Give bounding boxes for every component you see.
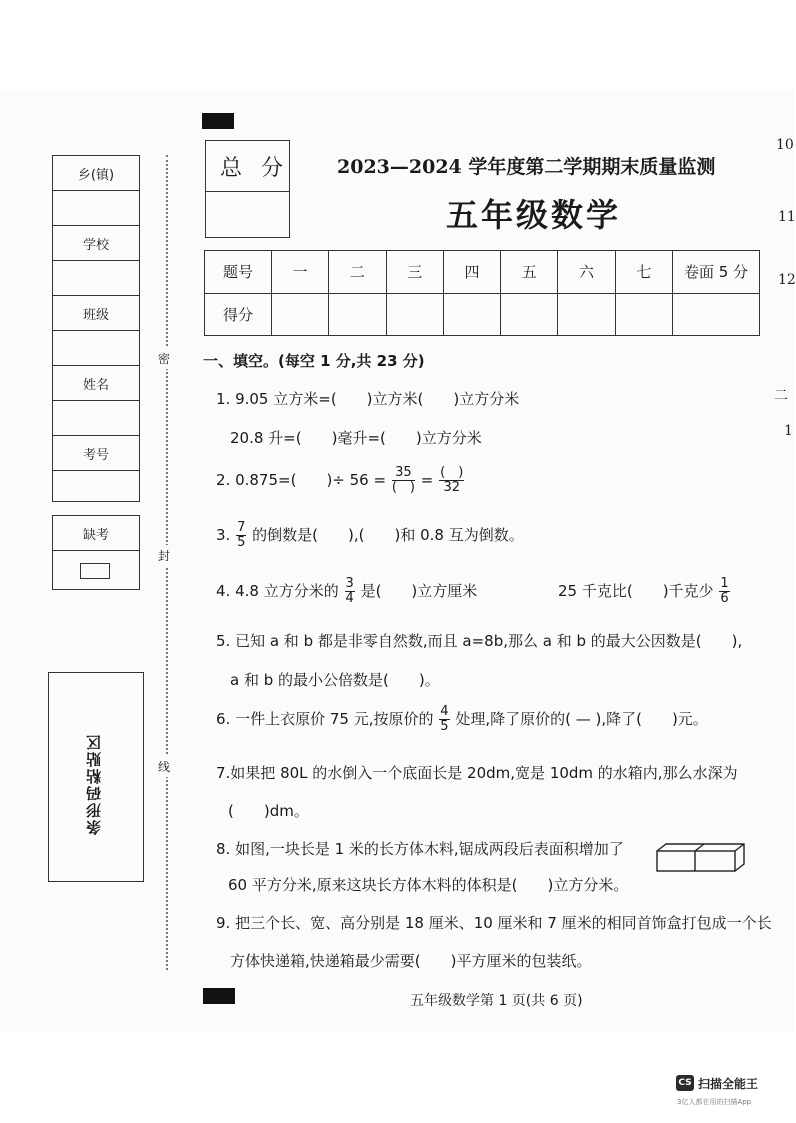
numerator: 4 xyxy=(440,704,449,719)
field-label-township: 乡(镇) xyxy=(53,156,139,191)
score-cell: 题号 xyxy=(205,251,272,294)
camscanner-name: 扫描全能王 xyxy=(698,1077,759,1091)
camscanner-logo-icon: CS xyxy=(676,1075,694,1091)
denominator: 5 xyxy=(440,719,449,734)
question-6-text-end: 处理,降了原价的( — ),降了( )元。 xyxy=(455,710,708,728)
barcode-area xyxy=(48,672,144,882)
fraction xyxy=(236,521,246,550)
denominator: 4 xyxy=(345,591,354,606)
score-blank xyxy=(501,293,558,336)
score-table-score-row xyxy=(205,293,760,336)
student-info-box xyxy=(52,155,140,502)
question-6 xyxy=(216,705,708,734)
score-cell: 一 xyxy=(272,251,329,294)
score-cell: 五 xyxy=(501,251,558,294)
page-footer: 五年级数学第 1 页(共 6 页) xyxy=(410,993,583,1009)
field-label-exam-number: 考号 xyxy=(53,436,139,471)
total-score-box xyxy=(205,140,290,238)
field-blank-name xyxy=(53,401,139,436)
score-cell: 卷面 5 分 xyxy=(673,251,760,294)
total-score-label: 总 分 xyxy=(220,156,289,181)
seal-char-xian: 线 xyxy=(158,756,170,777)
question-3-text: 的倒数是( ),( )和 0.8 互为倒数。 xyxy=(252,526,524,544)
numerator: 7 xyxy=(237,520,246,535)
registration-mark-bottom xyxy=(203,988,235,1004)
question-7a: 7.如果把 80L 的水倒入一个底面长是 20dm,宽是 10dm 的水箱内,那么水深为 xyxy=(216,764,738,782)
score-cell: 四 xyxy=(443,251,500,294)
field-label-name: 姓名 xyxy=(53,366,139,401)
numerator: ( ) xyxy=(440,465,464,480)
score-table xyxy=(204,250,760,336)
equals-sign: = xyxy=(420,471,434,489)
fraction xyxy=(719,577,729,606)
numerator: 35 xyxy=(392,466,415,481)
edge-text: 1 xyxy=(784,423,793,439)
camscanner-tagline: 3亿人都在用的扫描App xyxy=(677,1098,752,1106)
denominator: 5 xyxy=(237,535,246,550)
question-3 xyxy=(216,521,524,550)
score-cell: 二 xyxy=(329,251,386,294)
question-1b: 20.8 升=( )毫升=( )立方分米 xyxy=(230,429,482,447)
numerator: 3 xyxy=(345,576,354,591)
field-label-class: 班级 xyxy=(53,296,139,331)
score-blank xyxy=(329,293,386,336)
total-score-divider xyxy=(206,191,289,192)
question-4-text: 4. 4.8 立方分米的 xyxy=(216,582,339,600)
numerator: 1 xyxy=(720,576,729,591)
fraction xyxy=(439,705,449,734)
score-cell: 得分 xyxy=(205,293,272,336)
field-blank-class xyxy=(53,331,139,366)
question-7b: ( )dm。 xyxy=(228,802,309,820)
score-cell: 七 xyxy=(615,251,672,294)
edge-text: 二 xyxy=(774,388,788,404)
seal-char-mi: 密 xyxy=(158,348,170,369)
score-blank xyxy=(615,293,672,336)
question-6-text: 6. 一件上衣原价 75 元,按原价的 xyxy=(216,710,434,728)
edge-text: 12 xyxy=(778,272,796,288)
field-blank-township xyxy=(53,191,139,226)
field-blank-exam-number xyxy=(53,471,139,505)
absent-label: 缺考 xyxy=(53,516,139,551)
question-9b: 方体快递箱,快递箱最少需要( )平方厘米的包装纸。 xyxy=(230,952,592,970)
question-4 xyxy=(216,577,477,606)
denominator: 6 xyxy=(720,591,729,606)
question-5a: 5. 已知 a 和 b 都是非零自然数,而且 a=8b,那么 a 和 b 的最大公因数是( ), xyxy=(216,632,743,650)
score-table-header-row xyxy=(205,251,760,294)
question-9a: 9. 把三个长、宽、高分别是 18 厘米、10 厘米和 7 厘米的相同首饰盒打包成一个长 xyxy=(216,914,772,932)
question-2-text: 2. 0.875=( )÷ 56 = xyxy=(216,471,387,489)
score-cell: 六 xyxy=(558,251,615,294)
question-8a: 8. 如图,一块长是 1 米的长方体木料,锯成两段后表面积增加了 xyxy=(216,840,624,858)
seal-char-feng: 封 xyxy=(158,545,170,566)
question-4b-text: 25 千克比( )千克少 xyxy=(558,582,714,600)
question-4-text-end: 是( )立方厘米 xyxy=(360,582,478,600)
section-heading: 一、填空。(每空 1 分,共 23 分) xyxy=(203,352,425,370)
denominator: 32 xyxy=(443,480,460,495)
field-blank-school xyxy=(53,261,139,296)
score-blank xyxy=(386,293,443,336)
field-label-school: 学校 xyxy=(53,226,139,261)
score-blank xyxy=(673,293,760,336)
edge-text: 10 xyxy=(776,137,794,153)
absent-box xyxy=(52,515,140,590)
question-8b: 60 平方分米,原来这块长方体木料的体积是( )立方分米。 xyxy=(228,876,629,894)
denominator: ( ) xyxy=(391,480,415,495)
edge-text: 11 xyxy=(778,209,796,225)
fraction xyxy=(345,577,355,606)
question-2 xyxy=(216,466,465,495)
exam-title: 2023—2024 学年度第二学期期末质量监测 xyxy=(337,156,716,178)
absent-checkbox xyxy=(80,563,110,579)
question-4b xyxy=(558,577,731,606)
fraction xyxy=(439,466,464,495)
question-3-number: 3. xyxy=(216,526,231,544)
exam-subject: 五年级数学 xyxy=(446,196,622,234)
cuboid-figure xyxy=(656,843,746,873)
score-cell: 三 xyxy=(386,251,443,294)
fraction xyxy=(392,466,415,495)
question-1a: 1. 9.05 立方米=( )立方米( )立方分米 xyxy=(216,390,520,408)
score-blank xyxy=(443,293,500,336)
registration-mark-top xyxy=(202,113,234,129)
score-blank xyxy=(272,293,329,336)
question-5b: a 和 b 的最小公倍数是( )。 xyxy=(230,671,440,689)
barcode-label: 条形码粘贴区 xyxy=(85,733,103,835)
score-blank xyxy=(558,293,615,336)
